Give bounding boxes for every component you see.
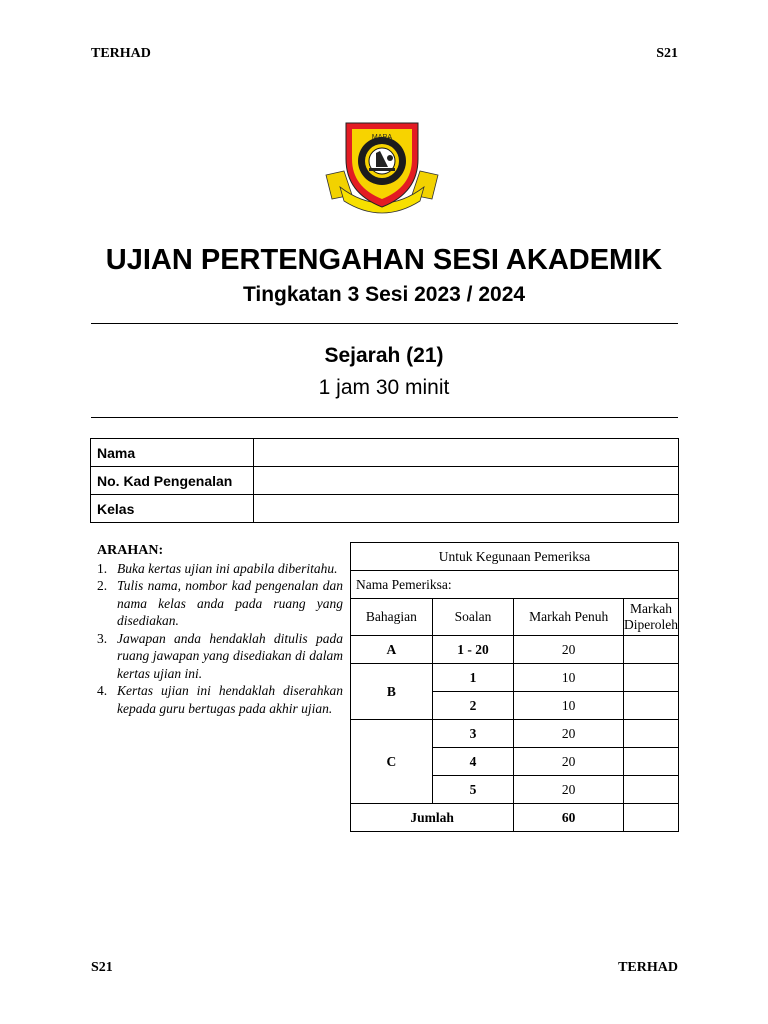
header-paper-code: S21 [656,46,678,61]
exam-duration: 1 jam 30 minit [318,376,450,399]
divider-bottom [91,417,678,418]
student-ic-field[interactable] [254,467,679,495]
total-obtained-mark[interactable] [624,804,679,832]
student-field-label: No. Kad Pengenalan [91,467,254,495]
question-cell: 3 [432,720,514,748]
section-label: B [351,664,433,720]
instruction-item: 1. Buka kertas ujian ini apabila diberitahu. [97,560,338,576]
question-cell: 2 [432,692,514,720]
mara-crest-logo [322,115,442,219]
full-mark-cell: 20 [514,776,624,804]
instruction-item: 4. Kertas ujian ini hendaklah diserahkan kepada guru bertugas pada akhir ujian. [97,683,343,716]
subject-title: Sejarah (21) [324,344,444,367]
examiner-name-field[interactable]: Nama Pemeriksa: [351,571,679,599]
instructions-list [97,560,343,718]
total-full-mark: 60 [514,804,624,832]
header-classification: TERHAD [91,46,151,61]
logo-top-text: MARA [371,134,393,141]
instruction-item: 3. Jawapan anda hendaklah ditulis pada ruang jawapan yang disediakan di dalam kertas ujian ini. [97,630,343,681]
total-label: Jumlah [351,804,514,832]
full-mark-cell: 20 [514,720,624,748]
obtained-mark-cell[interactable] [624,664,679,692]
column-header: Markah Penuh [514,599,624,636]
instruction-item: 2. Tulis nama, nombor kad pengenalan dan nama kelas anda pada ruang yang disediakan. [97,578,343,628]
question-cell: 5 [432,776,514,804]
exam-subtitle: Tingkatan 3 Sesi 2023 / 2024 [242,283,526,306]
section-label: A [351,636,433,664]
column-header: Soalan [432,599,514,636]
student-info-table [90,438,679,523]
student-field-label: Nama [91,439,254,467]
obtained-mark-cell[interactable] [624,692,679,720]
examiner-table [350,542,679,832]
column-header: Markah Diperoleh [624,599,679,636]
student-row-class [91,495,679,523]
obtained-mark-cell[interactable] [624,636,679,664]
question-cell: 4 [432,748,514,776]
full-mark-cell: 20 [514,748,624,776]
student-row-name [91,439,679,467]
footer-classification: TERHAD [618,960,678,975]
exam-title: UJIAN PERTENGAHAN SESI AKADEMIK [105,244,663,276]
student-class-field[interactable] [254,495,679,523]
instructions-title: ARAHAN: [97,543,164,558]
student-row-ic [91,467,679,495]
obtained-mark-cell[interactable] [624,748,679,776]
section-label: C [351,720,433,804]
full-mark-cell: 10 [514,692,624,720]
examiner-table-title: Untuk Kegunaan Pemeriksa [351,543,679,571]
full-mark-cell: 20 [514,636,624,664]
obtained-mark-cell[interactable] [624,776,679,804]
student-name-field[interactable] [254,439,679,467]
obtained-mark-cell[interactable] [624,720,679,748]
full-mark-cell: 10 [514,664,624,692]
divider-top [91,323,678,324]
student-field-label: Kelas [91,495,254,523]
column-header: Bahagian [351,599,433,636]
question-cell: 1 [432,664,514,692]
question-cell: 1 - 20 [432,636,514,664]
instructions-block [97,542,343,717]
footer-paper-code: S21 [91,960,113,975]
